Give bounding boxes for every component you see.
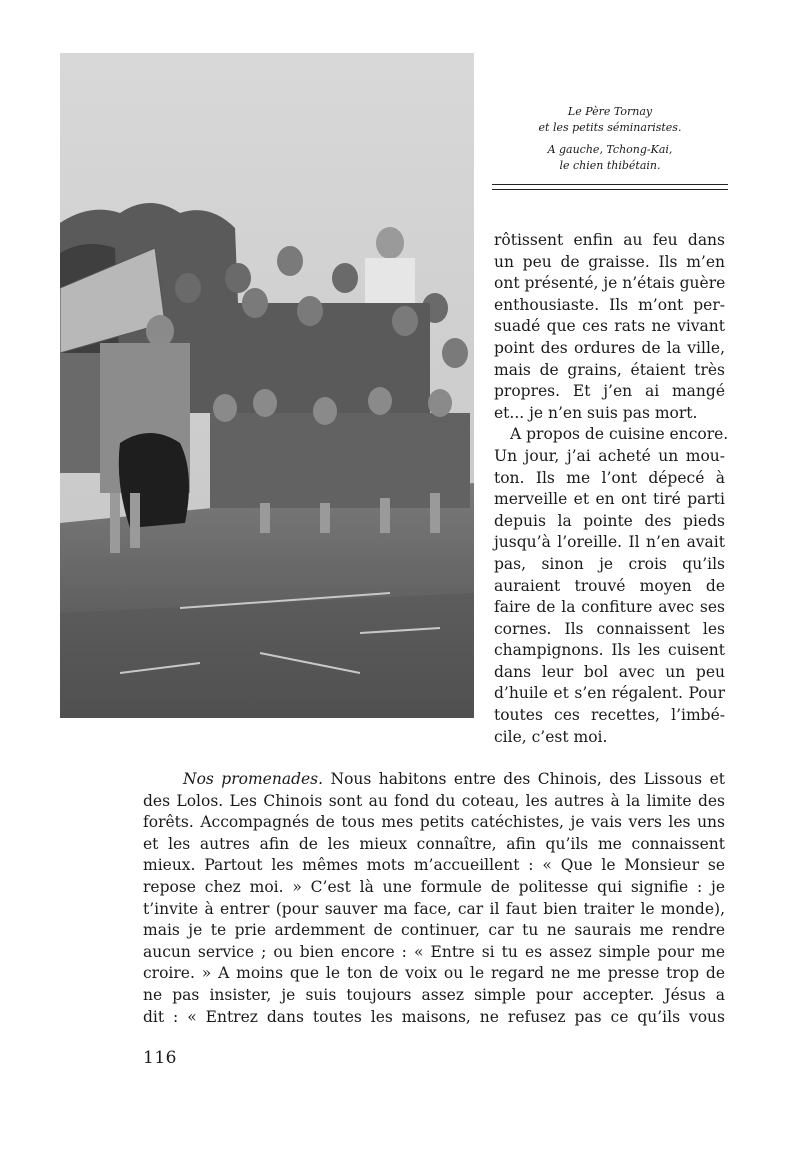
- side-line: auraient trouvé moyen de: [494, 576, 725, 595]
- paragraph-line: ne pas insister, je suis toujours assez simple pour accepter. Jésus a: [143, 985, 725, 1004]
- paragraph-line: t’invite à entrer (pour sauver ma face, car il faut bien traiter le monde),: [143, 899, 725, 918]
- side-line: jusqu’à l’oreille. Il n’en avait: [494, 533, 725, 552]
- side-line: champignons. Ils les cuisent: [494, 641, 725, 660]
- side-line: cile, c’est moi.: [494, 727, 608, 746]
- side-line: et... je n’en suis pas mort.: [494, 403, 698, 422]
- side-line: un peu de graisse. Ils m’en: [494, 252, 725, 271]
- caption-line-4: le chien thibétain.: [559, 159, 661, 172]
- side-line: faire de la confiture avec ses: [494, 598, 725, 617]
- side-line: cornes. Ils connaissent les: [494, 619, 725, 638]
- caption-line-1: Le Père Tornay: [567, 105, 653, 118]
- paragraph-line: des Lolos. Les Chinois sont au fond du coteau, les autres à la limite des: [143, 791, 725, 810]
- caption-divider: [492, 184, 728, 190]
- side-line: Un jour, j’ai acheté un mou-: [494, 446, 725, 465]
- side-line: enthousiaste. Ils m’ont per-: [494, 295, 725, 314]
- side-line: depuis la pointe des pieds: [494, 511, 725, 530]
- paragraph-line: mais je te prie ardemment de continuer, car tu ne saurais me rendre: [143, 921, 725, 940]
- paragraph-line: forêts. Accompagnés de tous mes petits catéchistes, je vais vers les uns: [143, 813, 725, 832]
- paragraph-line: dit : « Entrez dans toutes les maisons, ne refusez pas ce qu’ils vous: [143, 1007, 725, 1026]
- page-number: 116: [143, 1048, 177, 1068]
- side-line: d’huile et s’en régalent. Pour: [494, 684, 725, 703]
- first-line-text: Nous habitons entre des Chinois, des Lissous et: [330, 770, 725, 788]
- paragraph-line: repose chez moi. » C’est là une formule de politesse qui signifie : je: [143, 877, 725, 896]
- side-line: ont présenté, je n’étais guère: [494, 274, 726, 293]
- side-line: toutes ces recettes, l’imbé-: [494, 706, 725, 725]
- paragraph-line: mieux. Partout les mêmes mots m’accueillent : « Que le Monsieur se: [143, 856, 725, 875]
- side-line: rôtissent enfin au feu dans: [494, 231, 725, 249]
- side-line: A propos de cuisine encore.: [510, 425, 729, 444]
- side-line: suadé que ces rats ne vivant: [494, 317, 725, 336]
- side-line: pas, sinon je crois qu’ils: [494, 554, 725, 573]
- paragraph-line: et les autres afin de les mieux connaître, afin qu’ils me connaissent: [143, 834, 725, 853]
- paragraph-line: croire. » A moins que le ton de voix ou le regard ne me presse trop de: [143, 964, 725, 983]
- paragraph-line: aucun service ; ou bien encore : « Entre si tu es assez simple pour me: [143, 942, 725, 961]
- photo-caption: [492, 104, 728, 174]
- paragraph-first-line: [143, 769, 725, 791]
- side-line: propres. Et j’en ai mangé: [494, 382, 725, 401]
- photo-illustration: [60, 53, 474, 718]
- group-photo: [60, 53, 474, 718]
- side-column-text: [494, 230, 729, 748]
- side-line: ton. Ils me l’ont dépecé à: [494, 468, 725, 487]
- caption-line-2: et les petits séminaristes.: [538, 121, 682, 134]
- side-line: merveille et en ont tiré parti: [494, 490, 725, 509]
- caption-line-3: A gauche, Tchong-Kai,: [547, 143, 673, 156]
- side-line: mais de grains, étaient très: [494, 360, 725, 379]
- section-heading: Nos promenades.: [183, 770, 324, 788]
- side-line: point des ordures de la ville,: [494, 338, 725, 357]
- main-paragraph: [143, 769, 725, 1028]
- side-line: dans leur bol avec un peu: [494, 662, 725, 681]
